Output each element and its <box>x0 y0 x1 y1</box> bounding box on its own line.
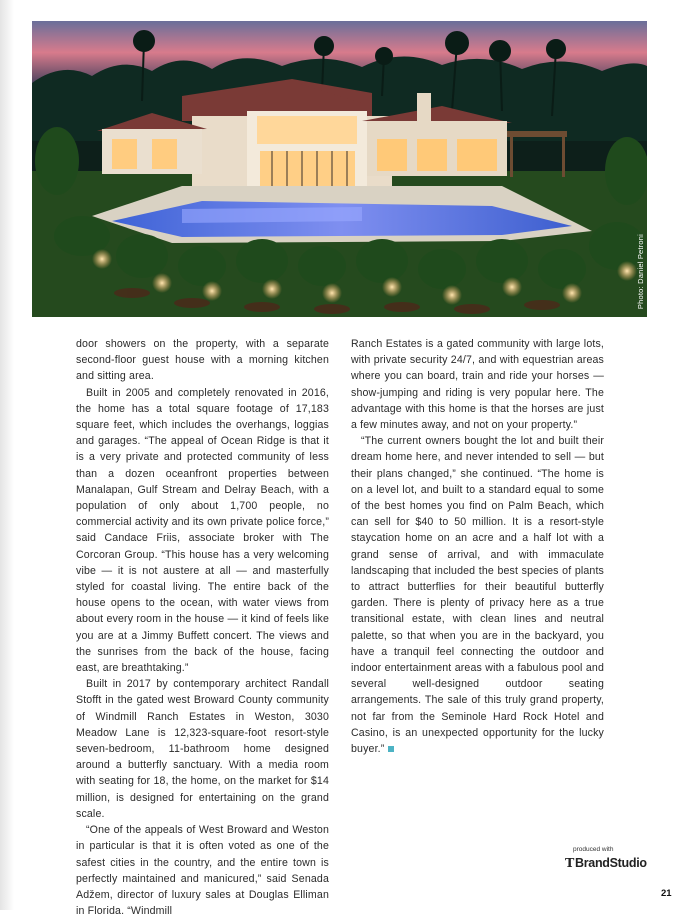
page-number: 21 <box>661 888 672 899</box>
brand-studio-logo <box>565 856 647 870</box>
article-column-right <box>351 336 604 757</box>
brand-studio-credit <box>565 846 647 872</box>
article-paragraph: Built in 2005 and completely renovated in 2016, the home has a total square footage of 17,183 square feet, which includes the overhangs, loggias and garages. “The appeal of Ocean Ridge is that it is a very private and protected community of less than a dozen oceanfront properties between Manalapan, Gulf Stream and Delray Beach, with a population of only about 1,700 people, no commercial activity and its own private police force,” said Candace Friis, associate broker with The Corcoran Group. “This house has a very welcoming vibe — it is not austere at all — and masterfully styled for coastal living. The entire back of the house opens to the ocean, with water views from about every room in the house — it kind of feels like you are at a Jimmy Buffett concert. The views and the sunrises from the back of the house, facing east, are breathtaking.” <box>76 386 329 675</box>
mansion-pool-image <box>32 21 647 317</box>
page-gutter-shadow <box>0 0 14 910</box>
produced-with-label: produced with <box>573 846 614 853</box>
article-paragraph: “One of the appeals of West Broward and Weston in particular is that it is often voted as one of the safest cities in the country, and the entire town is perfectly maintained and manicured,” said Senada Adžem, director of luxury sales at Douglas Elliman in Florida. “Windmill <box>76 824 329 918</box>
article-paragraph: Ranch Estates is a gated community with large lots, with private security 24/7, and with equestrian areas where you can board, train and ride your horses — show-jumping and riding is very popular here. The advantage with this home is that the horses are just a few minutes away, and not on your property.” <box>351 338 604 432</box>
article-paragraph: Built in 2017 by contemporary architect Randall Stofft in the gated west Broward County community of Windmill Ranch Estates in Weston, 3030 Meadow Lane is 12,323-square-foot resort-style seven-bedroom, 11-bathroom home designed around a butterfly sanctuary. With a media room with seating for 18, the home, on the market for $14 million, is designed for entertaining on the grand scale. <box>76 678 329 820</box>
hero-photo <box>32 21 647 317</box>
article-paragraph-last <box>351 433 604 757</box>
brand-studio-logo-text: BrandStudio <box>575 856 647 870</box>
t-logo-icon: T <box>565 855 575 870</box>
article-column-left <box>76 336 329 919</box>
article-paragraph-text: “The current owners bought the lot and built their dream home here, and never intended to sell — but their plans changed,” she continued. “The home is on a level lot, and built to a standard equal to some of the best homes you find on Palm Beach, which can sell for $40 to 50 million. It is a resort-style staycation home on an acre and a half lot with a grand sense of arrival, and with immaculate landscaping that included the best species of plants to attract butterflies for their beautiful butterfly garden. There is plenty of privacy here as a true transitional estate, with clean lines and neutral palette, so that when you are in the backyard, you have a tranquil feel connecting the outdoor and indoor entertainment areas with a fabulous pool and several well-designed outdoor seating arrangements. The sale of this truly grand property, not far from the Seminole Hard Rock Hotel and Casino, is an unexpected opportunity for the lucky buyer.” <box>351 435 604 756</box>
photo-credit: Photo: Daniel Petroni <box>636 233 645 309</box>
end-of-article-square-icon <box>388 746 394 752</box>
article-paragraph: door showers on the property, with a separate second-floor guest house with a morning kitchen and sitting area. <box>76 338 329 383</box>
